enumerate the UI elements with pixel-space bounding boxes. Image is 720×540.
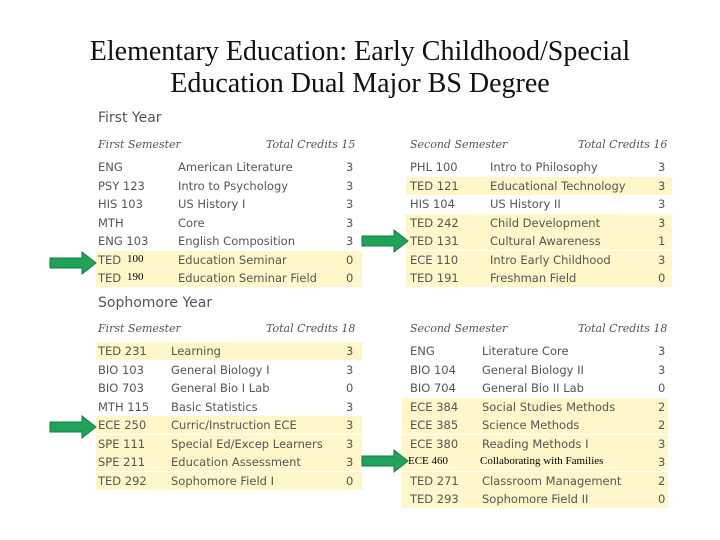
course-row [406,214,672,232]
course-code: BIO 103 [98,362,144,377]
course-code: TED 292 [98,473,147,488]
course-credits: 0 [346,381,354,395]
course-name: Education Seminar [178,252,287,267]
course-name: American Literature [178,160,293,174]
course-code: TED [98,252,122,267]
course-credits: 2 [658,399,666,414]
course-name: Intro to Philosophy [490,160,598,174]
course-code: TED 271 [410,473,459,488]
course-name: Curric/Instruction ECE [171,418,297,432]
page-title [0,36,720,100]
course-name: Child Development [490,215,601,230]
course-name: Special Ed/Excep Learners [171,436,323,451]
course-credits: 2 [658,473,666,488]
course-code: TED 131 [410,234,459,248]
course-code: TED [98,271,122,285]
course-name: Intro Early Childhood [490,252,611,267]
fy-sem2-label: Second Semester [410,138,508,151]
course-row [402,472,668,490]
course-row [402,416,668,434]
course-credits: 0 [658,271,666,285]
course-name: Social Studies Methods [482,399,616,414]
course-credits: 3 [658,436,666,451]
course-credits: 3 [658,362,666,377]
course-code: ECE 384 [410,399,459,414]
course-row [96,177,362,195]
course-row [96,361,362,379]
course-credits: 2 [658,418,666,432]
course-credits: 3 [658,160,666,174]
course-credits: 1 [658,234,666,248]
course-code: ECE 250 [98,418,147,432]
title-line-1: Elementary Education: Early Childhood/Special [89,36,631,67]
course-code: SPE 211 [98,455,146,469]
course-credits: 3 [346,418,354,432]
course-credits: 3 [346,362,354,377]
course-row [402,398,668,416]
sy-sem1-total: Total Credits 18 [266,322,356,335]
course-credits: 3 [658,215,666,230]
title-line-2: Education Dual Major BS Degree [170,68,550,99]
course-name: Classroom Management [482,473,622,488]
course-code: TED 191 [410,271,459,285]
fy-sem2-total: Total Credits 16 [578,138,668,151]
course-name: Education Seminar Field [178,271,317,285]
course-row [406,177,672,195]
course-credits: 3 [346,178,354,193]
course-row [96,416,362,434]
course-credits: 0 [346,271,354,285]
course-name: Basic Statistics [171,399,258,414]
course-credits: 3 [658,455,666,469]
course-row [96,342,362,360]
ece460-name: Collaborating with Families [480,455,604,467]
course-name: Education Assessment [171,455,301,469]
course-code: ECE 385 [410,418,459,432]
course-code: ECE 380 [410,436,459,451]
course-name: Sophomore Field I [171,473,274,488]
sophomore-year-heading: Sophomore Year [98,295,213,311]
course-name: General Bio II Lab [482,381,584,395]
course-name: Sophomore Field II [482,492,589,506]
arrow-right-icon [48,250,98,276]
course-name: US History I [178,197,246,211]
course-credits: 0 [658,381,666,395]
arrow-right-icon [48,414,98,440]
course-code: PHL 100 [410,160,458,174]
course-credits: 3 [658,197,666,211]
course-name: Educational Technology [490,178,626,193]
course-name: Core [178,215,205,230]
course-row [406,195,672,213]
course-row [402,342,668,360]
course-code: BIO 703 [98,381,144,395]
course-name: General Biology I [171,362,270,377]
course-name: Cultural Awareness [490,234,601,248]
ted-number-100: 100 [127,253,144,265]
course-name: Science Methods [482,418,580,432]
arrow-right-icon [360,448,410,474]
course-credits: 3 [346,215,354,230]
course-row [96,379,362,397]
course-credits: 3 [658,344,666,358]
course-code: ENG [410,344,435,358]
course-credits: 3 [346,234,354,248]
course-credits: 3 [346,160,354,174]
course-name: English Composition [178,234,295,248]
course-code: SPE 111 [98,436,146,451]
course-row [402,361,668,379]
course-name: Freshman Field [490,271,577,285]
course-credits: 3 [658,178,666,193]
course-row [96,195,362,213]
course-row [406,251,672,269]
course-code: MTH [98,215,124,230]
course-code: TED 231 [98,344,147,358]
course-row [402,435,668,453]
sy-sem2-total: Total Credits 18 [578,322,668,335]
course-code: BIO 704 [410,381,456,395]
course-row [96,398,362,416]
arrow-right-icon [360,228,410,254]
course-code: TED 242 [410,215,459,230]
course-code: ECE 110 [410,252,459,267]
course-row [96,158,362,176]
course-credits: 3 [346,344,354,358]
course-credits: 0 [346,473,354,488]
course-credits: 0 [346,252,354,267]
course-row [96,232,362,250]
course-credits: 0 [658,492,666,506]
course-name: General Biology II [482,362,584,377]
course-code: TED 121 [410,178,459,193]
ted-number-190: 190 [127,271,144,283]
course-row [406,269,672,287]
course-credits: 3 [346,399,354,414]
course-code: ENG [98,160,123,174]
course-credits: 3 [346,455,354,469]
course-row [406,158,672,176]
course-name: General Bio I Lab [171,381,270,395]
course-name: Reading Methods I [482,436,589,451]
course-code: PSY 123 [98,178,145,193]
fy-sem1-total: Total Credits 15 [266,138,356,151]
course-code: HIS 103 [98,197,143,211]
course-credits: 3 [658,252,666,267]
course-row [96,435,362,453]
ece460-code: ECE 460 [408,455,449,467]
course-row [402,379,668,397]
sy-sem1-label: First Semester [98,322,181,335]
first-year-heading: First Year [98,110,162,126]
fy-sem1-label: First Semester [98,138,181,151]
course-code: HIS 104 [410,197,455,211]
course-credits: 3 [346,197,354,211]
course-row [96,453,362,471]
course-row [406,232,672,250]
course-credits: 3 [346,436,354,451]
course-code: BIO 104 [410,362,456,377]
course-code: ENG 103 [98,234,149,248]
course-name: Learning [171,344,221,358]
course-code: MTH 115 [98,399,150,414]
course-name: US History II [490,197,561,211]
course-code: TED 293 [410,492,459,506]
course-row [402,490,668,508]
course-row [96,472,362,490]
course-row [96,214,362,232]
course-name: Literature Core [482,344,569,358]
sy-sem2-label: Second Semester [410,322,508,335]
course-name: Intro to Psychology [178,178,289,193]
